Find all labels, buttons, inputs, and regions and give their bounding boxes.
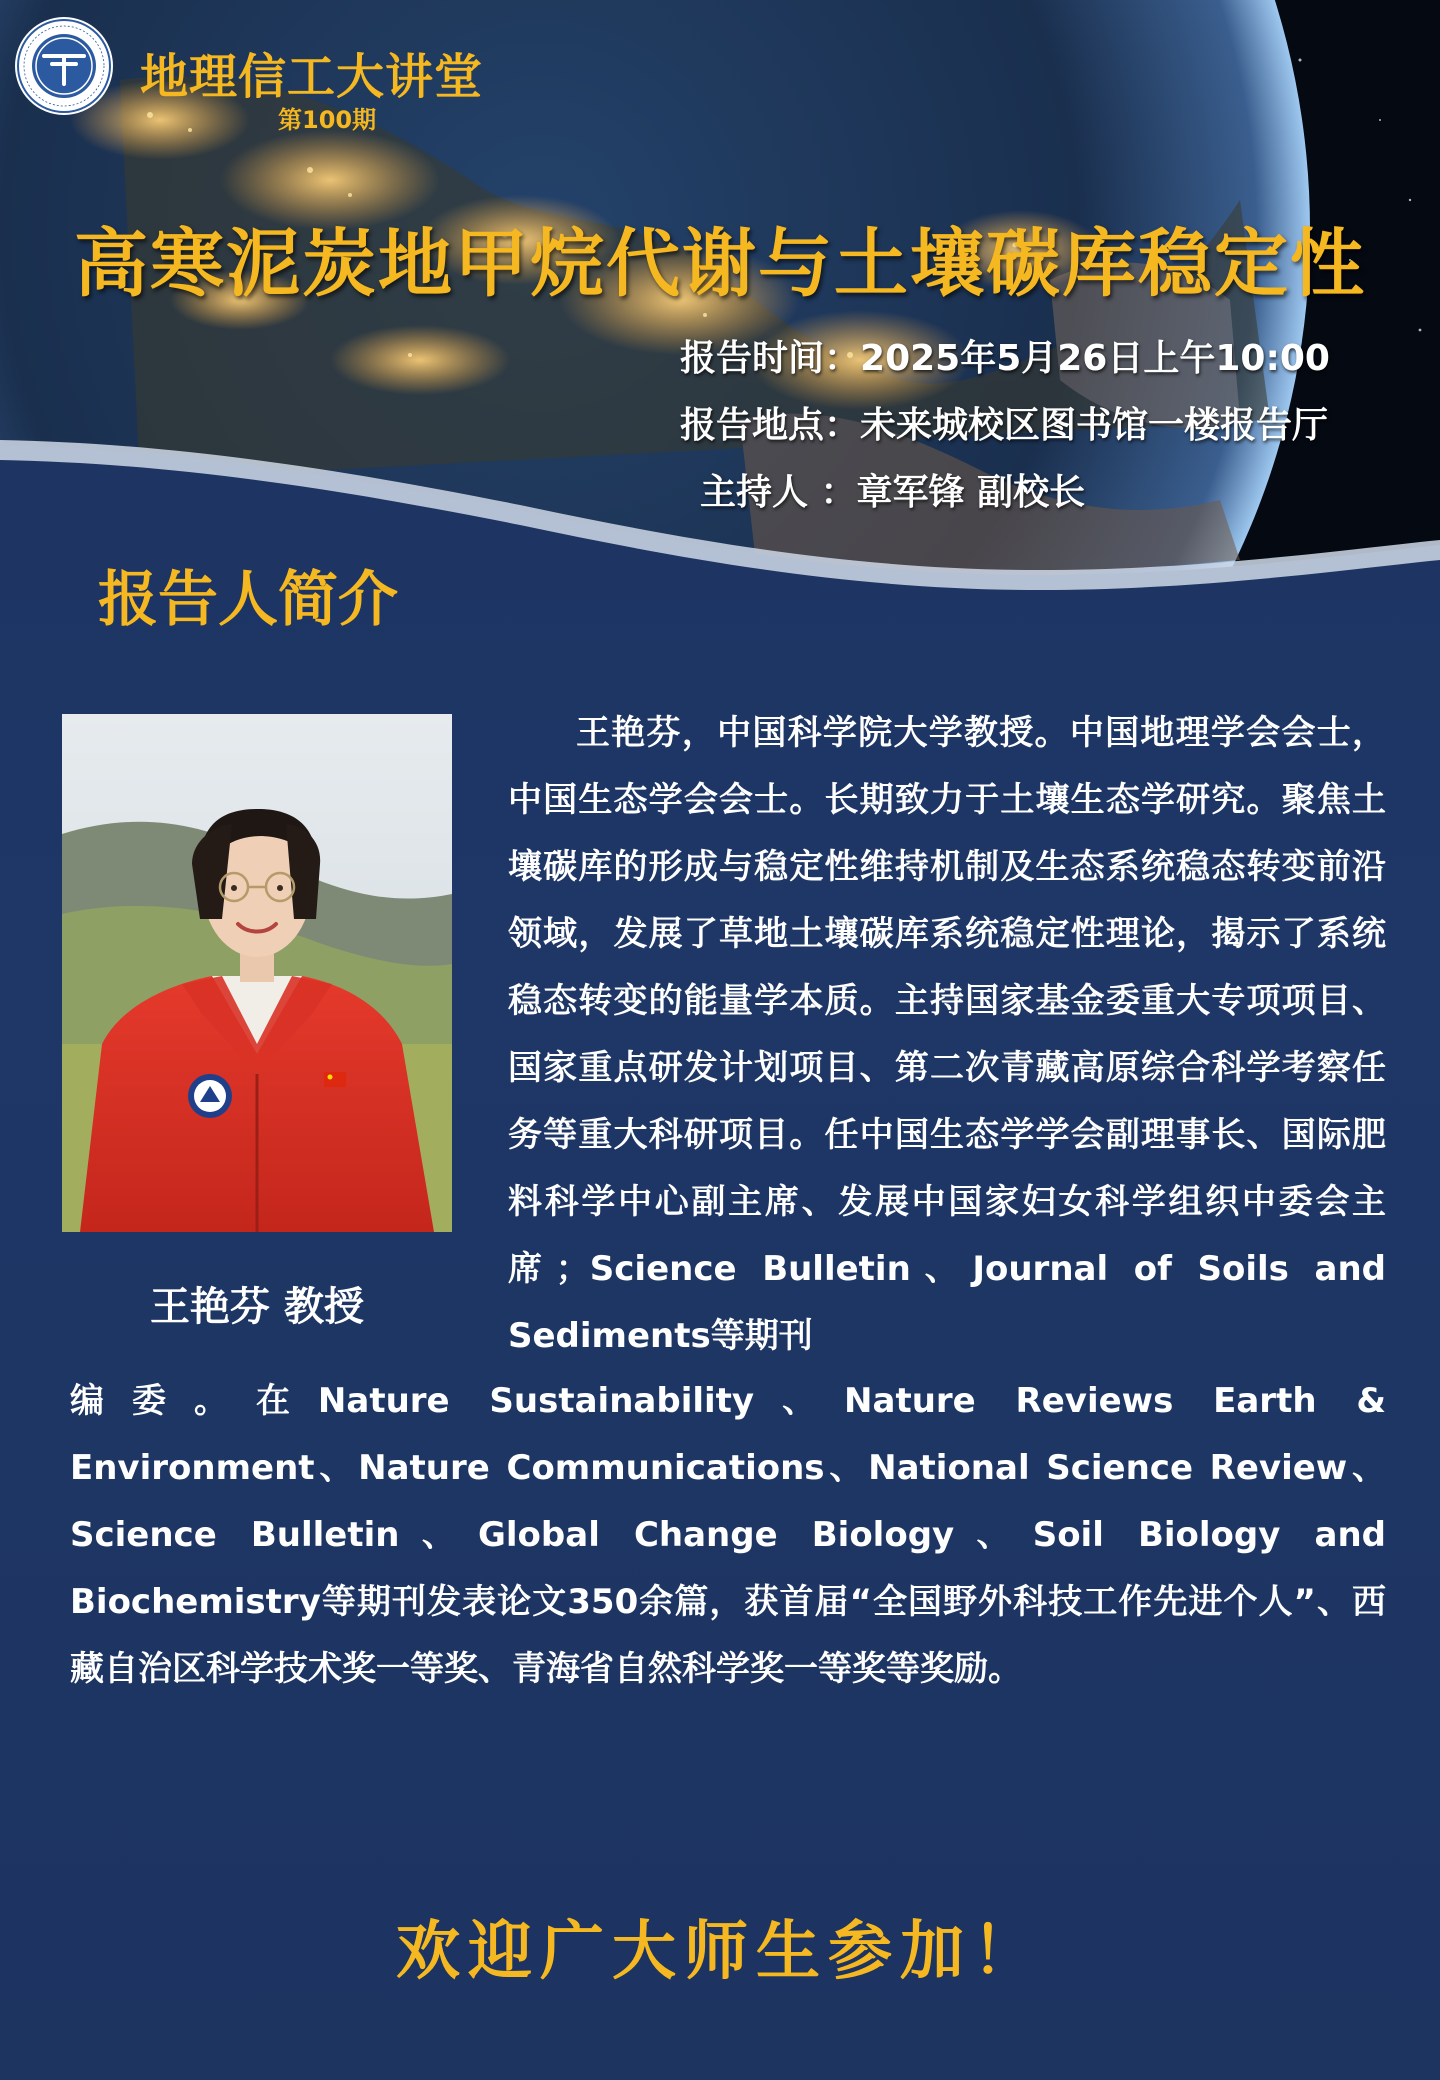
bio-line: Nature Communications、National Science Review、Science Bulletin、	[70, 1448, 1387, 1555]
section-heading-speaker-intro: 报告人简介	[98, 565, 398, 635]
bio-line: Bulletin、Journal of Soils and Sediments等期刊	[508, 1249, 1386, 1356]
report-host-value: 章军锋 副校长	[856, 472, 1086, 513]
bio-line: 展中国家妇女科学组织中委会主席；Science	[508, 1182, 1387, 1289]
bio-line: 态转变前沿领域，发展了草地土壤碳库系统稳定性理	[508, 847, 1387, 954]
bio-line: 士，中国生态学会会士。长期致力于土壤生态学研究。	[508, 713, 1387, 820]
bio-line: 350余篇，获首届“全国野外科技工作先进个人”、西藏自治区科学技术奖一等	[70, 1582, 1386, 1689]
report-place-value: 未来城校区图书馆一楼报告厅	[860, 405, 1329, 446]
bio-line: 金委重大专项项目、国家重点研发计划项目、第二次	[508, 981, 1387, 1088]
speaker-bio	[508, 700, 1386, 1370]
report-place-label: 报告地点：	[680, 405, 861, 446]
welcome-message: 欢迎广大师生参加！	[396, 1914, 1044, 1989]
bio-line: 编委。在Nature Sustainability、Nature Reviews Earth & Environment、	[70, 1381, 1386, 1488]
university-seal-icon	[14, 16, 114, 116]
report-time	[680, 330, 1330, 381]
bio-line: 奖、青海省自然科学奖一等奖等奖励。	[444, 1649, 1022, 1689]
bio-line: 聚焦土壤碳库的形成与稳定性维持机制及生态系统稳	[508, 780, 1387, 887]
lecture-title: 高寒泥炭地甲烷代谢与土壤碳库稳定性	[74, 221, 1366, 307]
issue-number: 第100期	[278, 106, 377, 134]
report-time-label: 报告时间：	[680, 338, 861, 379]
bio-line: 生态学学会副理事长、国际肥料科学中心副主席、发	[508, 1115, 1386, 1222]
bio-line: 青藏高原综合科学考察任务等重大科研项目。任中国	[508, 1048, 1387, 1155]
speaker-name-caption: 王艳芬 教授	[150, 1284, 364, 1330]
speaker-photo	[62, 714, 452, 1232]
report-host-label: 主持人 ：	[700, 472, 857, 513]
report-place	[680, 397, 1328, 448]
series-title: 地理信工大讲堂	[140, 49, 484, 105]
bio-line: Global Change Biology、Soil Biology and Biochemistry等期刊发表论文	[70, 1515, 1386, 1622]
bio-line: 论，揭示了系统稳态转变的能量学本质。主持国家基	[508, 914, 1386, 1021]
speaker-bio-continued	[70, 1368, 1386, 1703]
bio-line: 王艳芬，中国科学院大学教授。中国地理学会会	[576, 713, 1317, 753]
report-time-value: 2025年5月26日上午10:00	[860, 338, 1330, 379]
report-host	[700, 464, 1085, 515]
